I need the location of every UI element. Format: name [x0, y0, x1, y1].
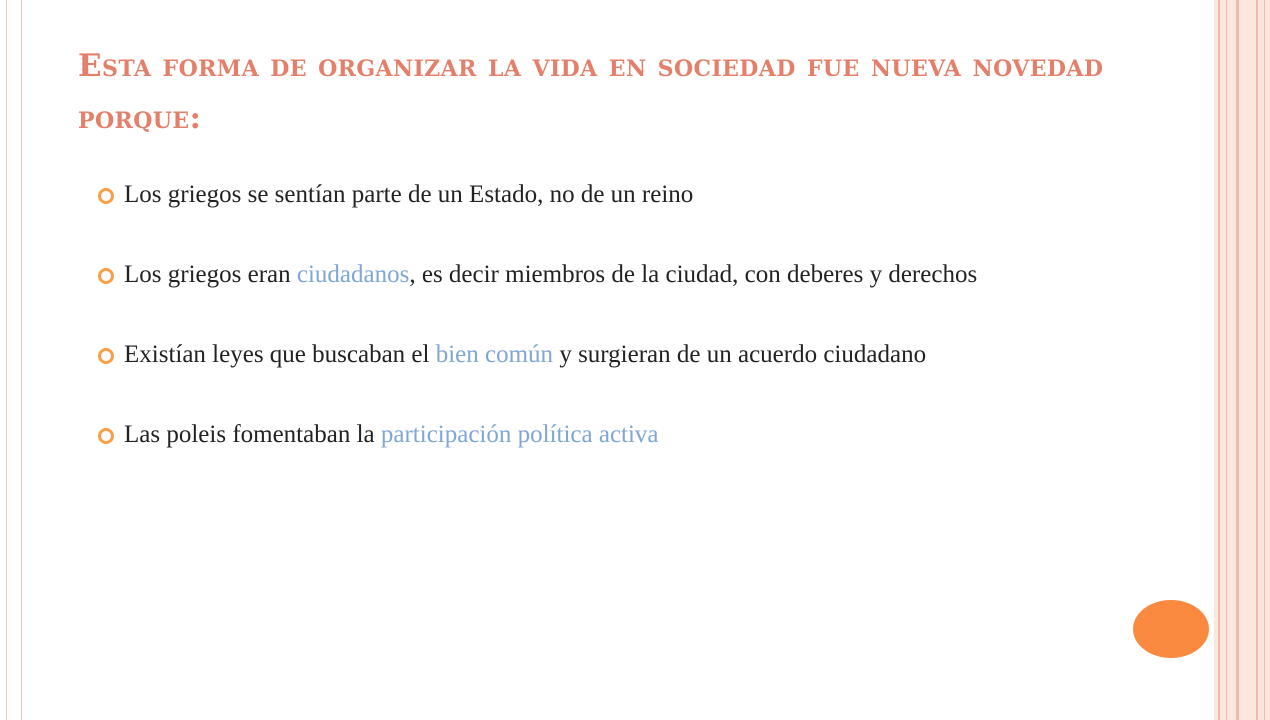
- bullet-list: [96, 180, 1146, 450]
- ring-bullet-icon: [96, 266, 116, 286]
- orange-circle-decoration: [1133, 600, 1209, 658]
- highlight-term: bien común: [435, 341, 554, 368]
- band-line: [1256, 0, 1258, 720]
- ring-bullet-icon: [96, 426, 116, 446]
- bullet-text: Los griegos se sentían parte de un Estado, no de un reino: [124, 181, 694, 208]
- right-decorative-band: [1214, 0, 1270, 720]
- highlight-term: ciudadanos: [296, 261, 410, 288]
- bullet-item: [96, 420, 1146, 450]
- bullet-text: y surgieran de un acuerdo ciudadano: [553, 341, 927, 368]
- band-line: [1264, 0, 1265, 720]
- left-border-lines: [6, 0, 22, 720]
- band-line: [1218, 0, 1220, 720]
- highlight-term: participación política activa: [380, 421, 659, 448]
- ring-bullet-icon: [96, 346, 116, 366]
- bullet-text: Existían leyes que buscaban el: [124, 341, 436, 368]
- slide-title: Esta forma de organizar la vida en sociedad fue nueva novedad porque:: [78, 48, 1104, 136]
- bullet-item: [96, 260, 1146, 290]
- bullet-item: [96, 340, 1146, 370]
- band-line: [1226, 0, 1227, 720]
- ring-bullet-icon: [96, 186, 116, 206]
- bullet-text: Los griegos eran: [124, 261, 297, 288]
- bullet-text: , es decir miembros de la ciudad, con deberes y derechos: [409, 261, 978, 288]
- bullet-text: Las poleis fomentaban la: [124, 421, 381, 448]
- band-line: [1236, 0, 1239, 720]
- bullet-item: [96, 180, 1146, 210]
